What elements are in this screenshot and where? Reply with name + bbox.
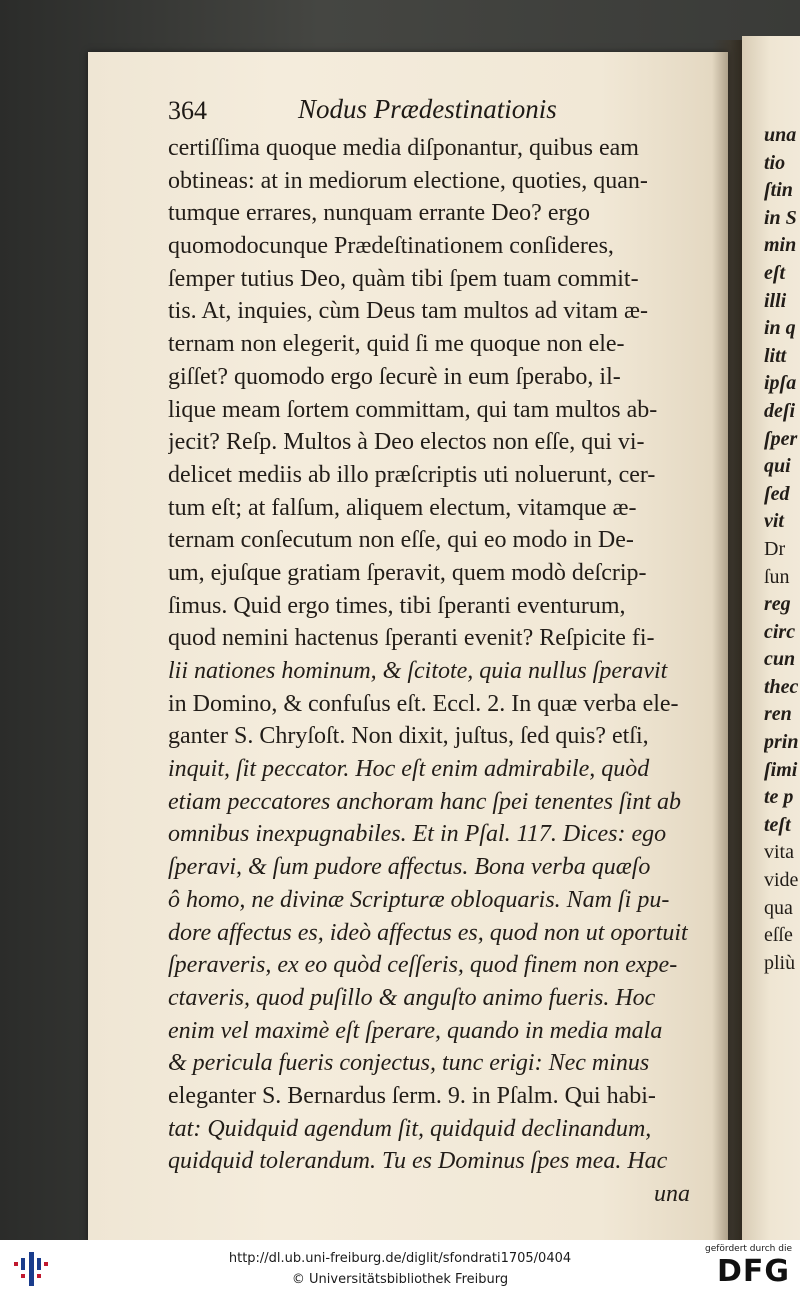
facing-page-fragment: una [764, 124, 797, 146]
text-line: in Domino, & confuſus eſt. Eccl. 2. In quæ verba ele- [168, 690, 679, 717]
text-line: quod nemini hactenus ſperanti evenit? Reſpicite fi- [168, 625, 655, 652]
facing-page-fragment: ren [764, 703, 792, 726]
facing-page-fragment: illi [764, 289, 787, 312]
facing-page-fragment: pliù [764, 951, 796, 974]
facing-page-fragment: litt [764, 344, 787, 367]
facing-page-fragment: min [764, 234, 797, 257]
funding-note: gefördert durch die [705, 1244, 792, 1254]
page-header [168, 96, 688, 128]
facing-page-fragment: teſt [764, 813, 791, 836]
permalink-url[interactable]: http://dl.ub.uni-freiburg.de/diglit/sfondrati1705/0404 [228, 1251, 572, 1266]
facing-page-fragment: thec [764, 675, 799, 698]
text-line: & pericula fueris conjectus, tunc erigi: Nec minus [168, 1050, 650, 1077]
facing-page-fragment: reg [764, 593, 791, 616]
text-line: tum eſt; at falſum, aliquem electum, vitamque æ- [168, 494, 637, 521]
text-line: lique meam ſortem committam, qui tam multos ab- [168, 396, 658, 423]
text-line: dore affectus es, ideò affectus es, quod non ut oportuit [168, 919, 688, 946]
facing-page-fragment: eſt [764, 261, 786, 284]
running-title: Nodus Prædestinationis [298, 94, 557, 124]
catchword: una [654, 1181, 690, 1207]
viewer-footer [0, 1240, 800, 1297]
text-line: ſimus. Quid ergo times, tibi ſperanti eventurum, [168, 592, 626, 619]
text-line: ô homo, ne divinæ Scripturæ obloquaris. Nam ſi pu- [168, 886, 670, 913]
facing-page-fragment: ſimi [764, 758, 798, 781]
facing-page-fragment: ſper [764, 427, 798, 450]
text-line: ternam conſecutum non eſſe, qui eo modo in De- [168, 527, 634, 554]
facing-page-fragment: ſed [764, 482, 790, 505]
text-line: delicet mediis ab illo præſcriptis uti noluerunt, cer- [168, 461, 656, 488]
facing-page-fragment: tio [764, 151, 786, 174]
text-line: quidquid tolerandum. Tu es Dominus ſpes mea. Hac [168, 1148, 668, 1175]
facing-page-fragment: ſun [764, 565, 790, 588]
text-line: ſemper tutius Deo, quàm tibi ſpem tuam commit- [168, 265, 639, 292]
facing-page-fragment: in S [764, 206, 797, 229]
text-line: ganter S. Chryſoſt. Non dixit, juſtus, ſed quis? etſi, [168, 723, 649, 750]
text-line: giſſet? quomodo ergo ſecurè in eum ſperabo, il- [168, 363, 621, 390]
facing-page-fragment: cun [764, 648, 796, 671]
page-number: 364 [168, 96, 207, 125]
text-line: ſperavi, & ſum pudore affectus. Bona verba quæſo [168, 854, 651, 881]
facing-page-fragment: prin [764, 731, 799, 754]
text-line: ctaveris, quod puſillo & anguſto animo fueris. Hoc [168, 984, 656, 1011]
text-line: eleganter S. Bernardus ſerm. 9. in Pſalm. Qui habi- [168, 1082, 656, 1109]
text-line: etiam peccatores anchoram hanc ſpei tenentes ſint ab [168, 788, 681, 815]
facing-page-fragment: ipſa [764, 372, 797, 395]
facing-page-fragment: in q [764, 317, 796, 340]
facing-page-fragment: qui [764, 455, 791, 478]
text-line: obtineas: at in mediorum electione, quoties, quan- [168, 167, 648, 194]
text-line: tis. At, inquies, cùm Deus tam multos ad vitam æ- [168, 298, 648, 325]
facing-page-fragment: deſi [764, 399, 796, 422]
text-line: tumque errares, nunquam errante Deo? ergo [168, 200, 591, 227]
facing-page-fragment: vit [764, 510, 784, 533]
facing-page-fragment: te p [764, 786, 794, 809]
facing-page-fragment: vita [764, 841, 794, 864]
text-line: lii nationes hominum, & ſcitote, quia nullus ſperavit [168, 658, 668, 684]
text-line: omnibus inexpugnabiles. Et in Pſal. 117. Dices: ego [168, 821, 667, 848]
dfg-logo: DFG [716, 1254, 790, 1289]
text-line: tat: Quidquid agendum ſit, quidquid declinandum, [168, 1115, 652, 1142]
facing-page-fragment: vide [764, 869, 799, 892]
text-line: ſperaveris, ex eo quòd ceſſeris, quod finem non expe- [168, 952, 678, 979]
text-line: certiſſima quoque media diſponantur, quibus eam [168, 135, 639, 161]
text-line: jecit? Reſp. Multos à Deo electos non eſſe, qui vi- [168, 429, 645, 456]
facing-page-fragment: qua [764, 896, 793, 919]
text-line: um, ejuſque gratiam ſperavit, quem modò deſcrip- [168, 559, 647, 586]
facing-page-fragment: circ [764, 620, 796, 643]
facing-page-fragment: Dr [764, 537, 786, 560]
copyright-notice: © Universitätsbibliothek Freiburg [291, 1272, 509, 1287]
text-line: enim vel maximè eſt ſperare, quando in media mala [168, 1017, 663, 1044]
facing-page-fragment: eſſe [764, 924, 793, 947]
main-text-block [168, 132, 698, 1211]
text-line: inquit, ſit peccator. Hoc eſt enim admirabile, quòd [168, 756, 650, 783]
text-line: quomodocunque Prædeſtinationem conſideres, [168, 233, 614, 260]
book-gutter-shadow [712, 40, 742, 1240]
text-line: ternam non elegerit, quid ſi me quoque non ele- [168, 331, 625, 358]
facing-page-text-fragments [764, 122, 800, 977]
facing-page-fragment: ſtin [764, 179, 793, 202]
